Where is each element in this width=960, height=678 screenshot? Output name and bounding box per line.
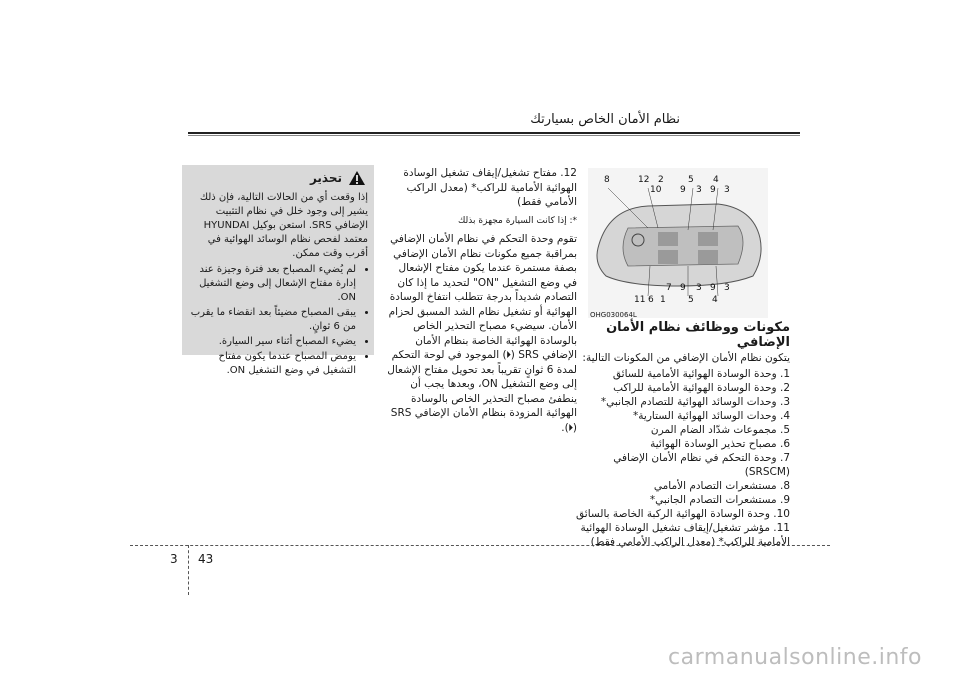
page-number: 43 bbox=[198, 552, 214, 566]
list-item: 1. وحدة الوسادة الهوائية الأمامية للسائق bbox=[612, 368, 790, 380]
warning-box bbox=[182, 165, 374, 376]
paragraph: تقوم وحدة التحكم في نظام الأمان الإضافي بمراقبة جميع مكونات نظام الأمان الإضافي بصفة مستمرة عندما يكون مفتاح الإشعال في وضع التشغيل "ON" لتحديد ما إذا كان التصادم شديداً بدرجة تتطلب انتفاخ الوسادة الهوائية أو تشغيل نظام الشد المسبق لحزام الأمان. سيضيء مصباح التحذير الخاص بالوسادة الهوائية الخاصة بنظام الأمان الإضافي SRS (🞂) الموجود في لوحة التحكم لمدة 6 ثوانٍ تقريباً بعد تحويل مفتاح الإشعال إلى وضع التشغيل ON، وبعدها يجب أن ينطفئ مصباح التحذير الخاص بالوسادة الهوائية المزودة بنظام الأمان الإضافي SRS (🞂). bbox=[387, 233, 577, 434]
header-rule bbox=[188, 132, 800, 134]
callout-label: 7 bbox=[666, 283, 672, 293]
warning-body bbox=[188, 191, 368, 379]
warning-triangle-icon bbox=[348, 170, 366, 186]
components-list bbox=[560, 367, 790, 549]
callout-label: 12 bbox=[638, 175, 650, 185]
callout-label: 9 bbox=[680, 185, 686, 195]
header-title: نظام الأمان الخاص بسيارتك bbox=[530, 112, 680, 127]
callout-label: 3 bbox=[724, 185, 730, 195]
callout-label: 4 bbox=[712, 295, 718, 305]
list-item: • يومض المصباح عندما يكون مفتاح التشغيل في وضع التشغيل ON. bbox=[188, 350, 356, 378]
callout-label: 9 bbox=[710, 185, 716, 195]
list-item: 9. مستشعرات التصادم الجانبي* bbox=[649, 494, 790, 506]
callout-label: 2 bbox=[658, 175, 664, 185]
list-item: 2. وحدة الوسادة الهوائية الأمامية للراكب bbox=[613, 382, 790, 394]
callout-label: 6 bbox=[648, 295, 654, 305]
callout-label: 9 bbox=[680, 283, 686, 293]
diagram-code: OHG030064L bbox=[590, 311, 637, 319]
list-item: 4. وحدات الوسائد الهوائية الستارية* bbox=[633, 410, 790, 422]
callout-label: 8 bbox=[604, 175, 610, 185]
list-item: 8. مستشعرات التصادم الأمامي bbox=[653, 480, 790, 492]
list-item: 7. وحدة التحكم في نظام الأمان الإضافي bbox=[613, 452, 790, 464]
callout-label: 5 bbox=[688, 295, 694, 305]
footer-rule bbox=[130, 545, 830, 546]
warning-heading-text: تحذير bbox=[309, 171, 342, 185]
section-title: مكونات ووظائف نظام الأمان الإضافي bbox=[606, 320, 790, 350]
list-item: • يبقى المصباح مضيئاً بعد انقضاء ما يقرب من 6 ثوانٍ. bbox=[188, 306, 356, 334]
section-intro: يتكون نظام الأمان الإضافي من المكونات التالية: bbox=[582, 352, 790, 364]
callout-label: 1 bbox=[660, 295, 666, 305]
callout-label: 10 bbox=[650, 185, 662, 195]
callout-label: 3 bbox=[696, 283, 702, 293]
footer-divider bbox=[188, 545, 189, 595]
paragraph: 12. مفتاح تشغيل/إيقاف تشغيل الوسادة الهوائية الأمامية للراكب* (معدل الراكب الأمامي فقط) bbox=[403, 167, 577, 208]
list-item: 10. وحدة الوسادة الهوائية الركبة الخاصة بالسائق bbox=[576, 508, 790, 520]
header-rule-thin bbox=[188, 135, 800, 136]
footnote: *: إذا كانت السيارة مجهزة بذلك bbox=[457, 215, 577, 226]
callout-label: 9 bbox=[710, 283, 716, 293]
callout-label: 5 bbox=[688, 175, 694, 185]
warning-list bbox=[188, 263, 368, 378]
list-item: • لم يُضيء المصباح بعد فترة وجيزة عند إدارة مفتاح الإشعال إلى وضع التشغيل ON. bbox=[188, 263, 356, 305]
watermark: carmanualsonline.info bbox=[668, 645, 922, 670]
callout-label: 3 bbox=[696, 185, 702, 195]
list-item: الأمامية للراكب* (معدل الراكب الأمامي فقط) bbox=[590, 536, 790, 548]
warning-intro: إذا وقعت أي من الحالات التالية، فإن ذلك يشير إلى وجود خلل في نظام التثبيت الإضافي SRS. استعن بوكيل HYUNDAI معتمد لفحص نظام الوسائد الهوائية في أقرب وقت ممكن. bbox=[199, 192, 368, 259]
list-item: 3. وحدات الوسائد الهوائية للتصادم الجانبي* bbox=[600, 396, 790, 408]
list-item: 11. مؤشر تشغيل/إيقاف تشغيل الوسادة الهوائية bbox=[580, 522, 790, 534]
car-airbag-diagram bbox=[588, 168, 768, 318]
callout-label: 4 bbox=[713, 175, 719, 185]
components-section bbox=[560, 320, 790, 549]
callout-label: 11 bbox=[634, 295, 646, 305]
middle-text bbox=[382, 166, 577, 439]
callout-label: 3 bbox=[724, 283, 730, 293]
list-item: 6. مصباح تحذير الوسادة الهوائية bbox=[650, 438, 790, 450]
list-item: • يضيء المصباح أثناء سير السيارة. bbox=[188, 335, 356, 349]
car-illustration bbox=[588, 168, 768, 318]
list-item: (SRSCM) bbox=[744, 466, 790, 478]
page-section: 3 bbox=[170, 552, 178, 566]
list-item: 5. مجموعات شدّاد الضام المرن bbox=[650, 424, 790, 436]
